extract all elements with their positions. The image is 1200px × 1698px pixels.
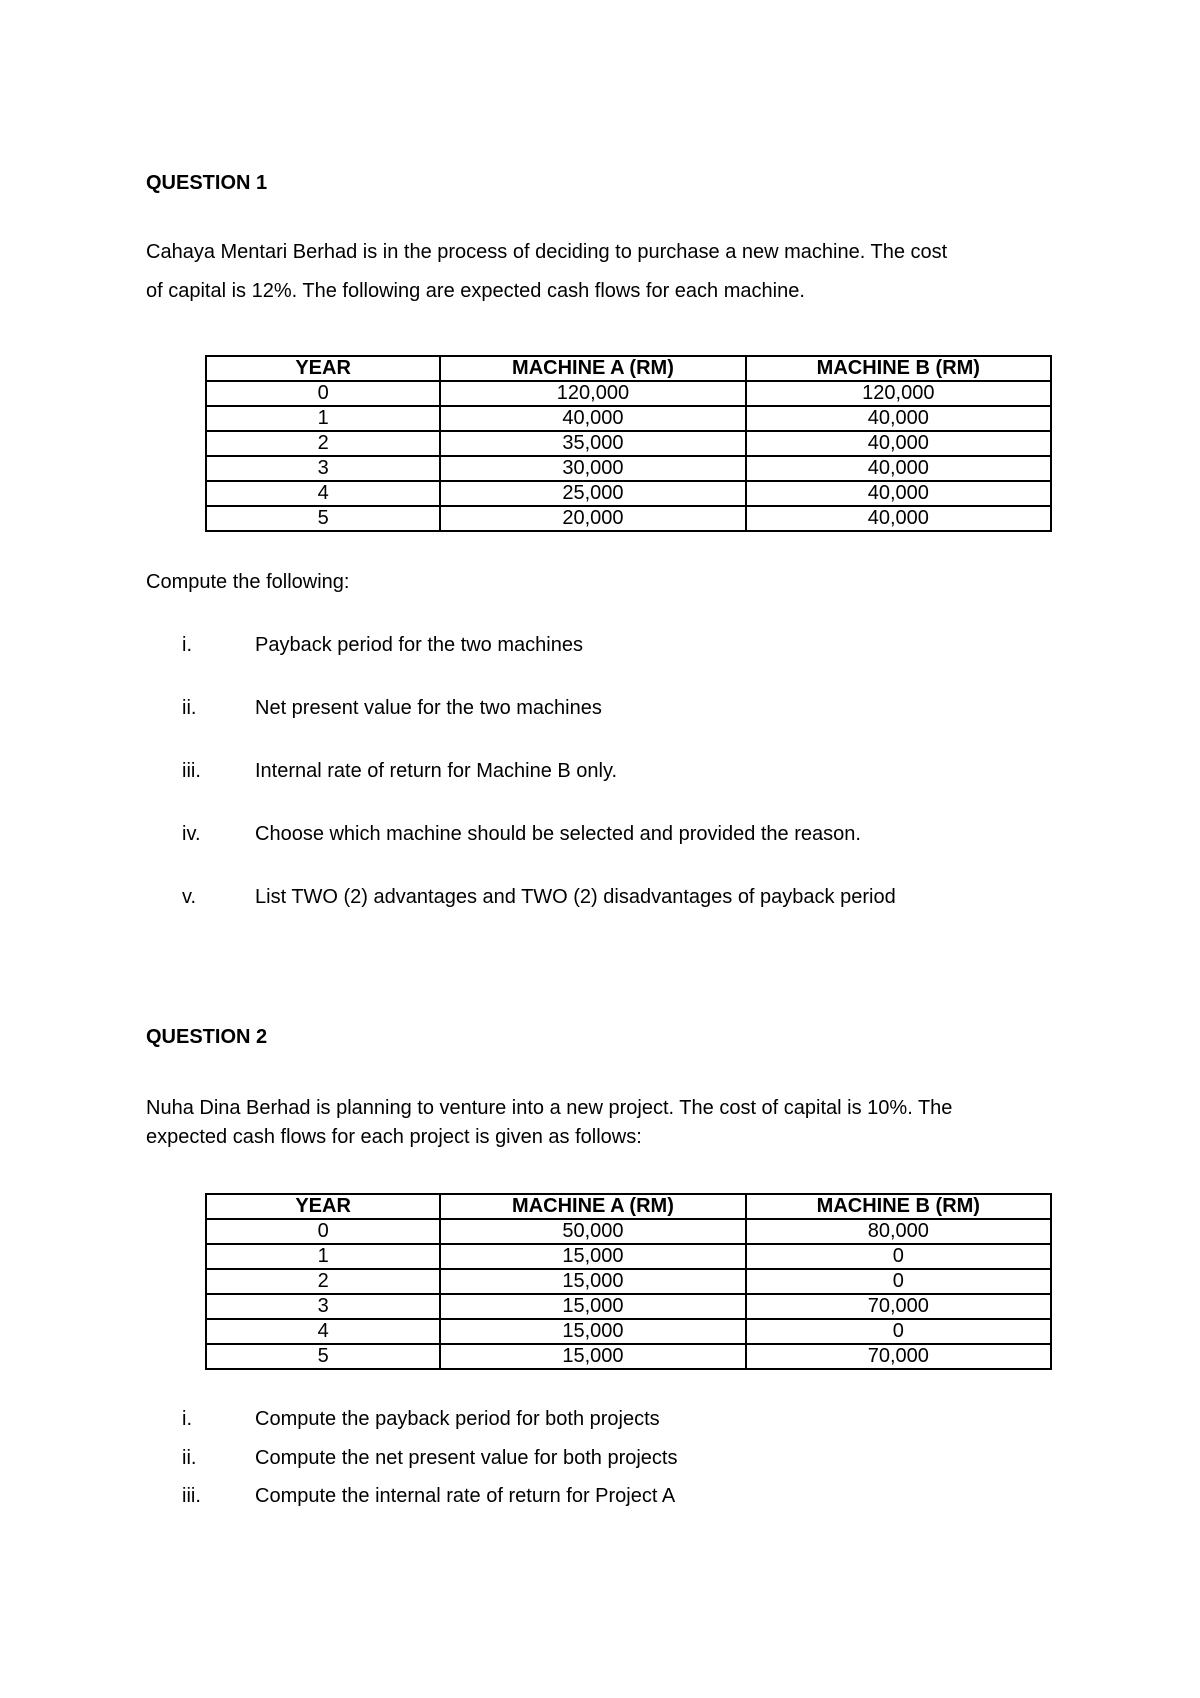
- header-machine-a: MACHINE A (RM): [440, 1194, 745, 1219]
- question-1-item: [146, 822, 1086, 846]
- question-1-cash-flow-table: [205, 355, 1052, 532]
- item-text: Internal rate of return for Machine B only.: [255, 760, 618, 782]
- cell-machine-a: 40,000: [440, 406, 745, 431]
- item-text: Payback period for the two machines: [255, 634, 583, 656]
- table-row: [206, 456, 1051, 481]
- compute-label: Compute the following:: [146, 571, 350, 593]
- item-text: Choose which machine should be selected and provided the reason.: [255, 823, 861, 845]
- cell-year: 1: [206, 1244, 440, 1269]
- cell-machine-a: 50,000: [440, 1219, 745, 1244]
- cell-machine-b: 0: [746, 1319, 1051, 1344]
- cell-year: 1: [206, 406, 440, 431]
- cell-machine-a: 15,000: [440, 1269, 745, 1294]
- question-2-intro-line-1: Nuha Dina Berhad is planning to venture into a new project. The cost of capital is 10%. The: [146, 1097, 953, 1119]
- cell-year: 3: [206, 456, 440, 481]
- question-2-title: QUESTION 2: [146, 1026, 268, 1048]
- cell-year: 0: [206, 381, 440, 406]
- cell-machine-a: 25,000: [440, 481, 745, 506]
- item-number: i.: [182, 1408, 192, 1430]
- cell-machine-a: 20,000: [440, 506, 745, 531]
- table-row: [206, 1319, 1051, 1344]
- header-year: YEAR: [206, 356, 440, 381]
- item-text: Compute the net present value for both projects: [255, 1447, 678, 1469]
- header-machine-b: MACHINE B (RM): [746, 1194, 1051, 1219]
- item-text: List TWO (2) advantages and TWO (2) disadvantages of payback period: [255, 886, 896, 908]
- cell-machine-b: 70,000: [746, 1344, 1051, 1369]
- table-row: [206, 1344, 1051, 1369]
- cell-machine-a: 15,000: [440, 1294, 745, 1319]
- cell-year: 4: [206, 481, 440, 506]
- table-row: [206, 1294, 1051, 1319]
- cell-year: 5: [206, 506, 440, 531]
- question-1-item: [146, 759, 1086, 783]
- cell-machine-b: 70,000: [746, 1294, 1051, 1319]
- cell-machine-b: 120,000: [746, 381, 1051, 406]
- cell-machine-b: 0: [746, 1244, 1051, 1269]
- cell-machine-a: 15,000: [440, 1344, 745, 1369]
- table-row: [206, 381, 1051, 406]
- cell-year: 2: [206, 1269, 440, 1294]
- question-2-intro: [146, 1094, 1076, 1152]
- table-row: [206, 1219, 1051, 1244]
- table-row: [206, 506, 1051, 531]
- table-header-row: [206, 356, 1051, 381]
- cell-machine-b: 40,000: [746, 506, 1051, 531]
- cell-year: 2: [206, 431, 440, 456]
- question-2-item: [146, 1484, 1086, 1508]
- question-2-item: [146, 1407, 1086, 1431]
- item-number: iii.: [182, 760, 201, 782]
- table-row: [206, 1244, 1051, 1269]
- cell-machine-b: 40,000: [746, 456, 1051, 481]
- question-1-item: [146, 633, 1086, 657]
- question-2-item: [146, 1446, 1086, 1470]
- cell-year: 4: [206, 1319, 440, 1344]
- cell-machine-a: 15,000: [440, 1244, 745, 1269]
- item-text: Compute the payback period for both projects: [255, 1408, 660, 1430]
- cell-machine-b: 40,000: [746, 481, 1051, 506]
- item-number: iii.: [182, 1485, 201, 1507]
- cell-machine-a: 15,000: [440, 1319, 745, 1344]
- item-number: ii.: [182, 697, 197, 719]
- question-1-intro-line-1: Cahaya Mentari Berhad is in the process of deciding to purchase a new machine. The cost: [146, 241, 948, 263]
- cell-machine-a: 30,000: [440, 456, 745, 481]
- cell-year: 3: [206, 1294, 440, 1319]
- item-number: v.: [182, 886, 197, 908]
- cell-year: 5: [206, 1344, 440, 1369]
- question-1-intro: [146, 233, 1076, 311]
- header-year: YEAR: [206, 1194, 440, 1219]
- cell-machine-b: 0: [746, 1269, 1051, 1294]
- item-number: iv.: [182, 823, 201, 845]
- item-number: i.: [182, 634, 192, 656]
- table-row: [206, 481, 1051, 506]
- cell-machine-b: 80,000: [746, 1219, 1051, 1244]
- header-machine-a: MACHINE A (RM): [440, 356, 745, 381]
- header-machine-b: MACHINE B (RM): [746, 356, 1051, 381]
- cell-year: 0: [206, 1219, 440, 1244]
- item-number: ii.: [182, 1447, 197, 1469]
- question-1-title: QUESTION 1: [146, 172, 268, 194]
- cell-machine-b: 40,000: [746, 431, 1051, 456]
- table-row: [206, 431, 1051, 456]
- cell-machine-a: 35,000: [440, 431, 745, 456]
- cell-machine-a: 120,000: [440, 381, 745, 406]
- cell-machine-b: 40,000: [746, 406, 1051, 431]
- table-header-row: [206, 1194, 1051, 1219]
- question-1-item: [146, 696, 1086, 720]
- table-row: [206, 1269, 1051, 1294]
- question-2-cash-flow-table: [205, 1193, 1052, 1370]
- question-1-intro-line-2: of capital is 12%. The following are expected cash flows for each machine.: [146, 280, 805, 302]
- table-row: [206, 406, 1051, 431]
- item-text: Net present value for the two machines: [255, 697, 602, 719]
- item-text: Compute the internal rate of return for Project A: [255, 1485, 676, 1507]
- question-2-intro-line-2: expected cash flows for each project is given as follows:: [146, 1126, 642, 1148]
- question-1-item: [146, 885, 1086, 909]
